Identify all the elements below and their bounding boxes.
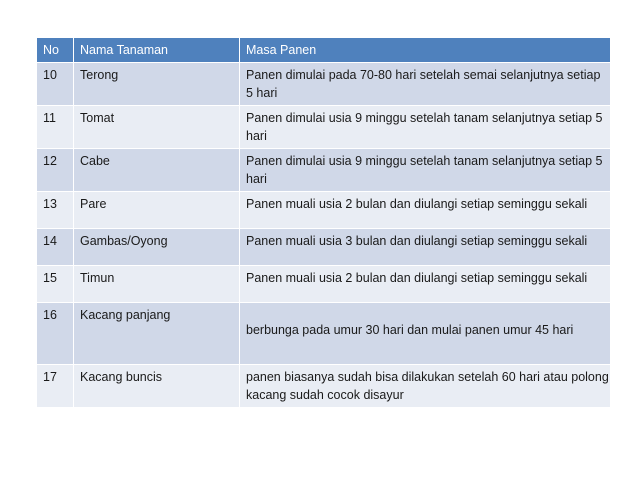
row-harvest-period: Panen dimulai usia 9 minggu setelah tanam selanjutnya setiap 5 hari bbox=[240, 149, 611, 192]
row-harvest-period: Panen dimulai pada 70-80 hari setelah semai selanjutnya setiap 5 hari bbox=[240, 63, 611, 106]
row-harvest-period: berbunga pada umur 30 hari dan mulai panen umur 45 hari bbox=[240, 303, 611, 365]
row-no: 17 bbox=[37, 365, 74, 408]
row-no: 16 bbox=[37, 303, 74, 365]
row-plant-name: Kacang panjang bbox=[74, 303, 240, 365]
table-row bbox=[37, 303, 611, 365]
row-harvest-period: Panen muali usia 2 bulan dan diulangi setiap seminggu sekali bbox=[240, 192, 611, 229]
row-plant-name: Tomat bbox=[74, 106, 240, 149]
row-harvest-period: Panen muali usia 3 bulan dan diulangi setiap seminggu sekali bbox=[240, 229, 611, 266]
row-plant-name: Timun bbox=[74, 266, 240, 303]
row-harvest-period: Panen muali usia 2 bulan dan diulangi setiap seminggu sekali bbox=[240, 266, 611, 303]
header-harvest-period: Masa Panen bbox=[240, 38, 611, 63]
table-row bbox=[37, 192, 611, 229]
row-plant-name: Gambas/Oyong bbox=[74, 229, 240, 266]
table-row bbox=[37, 365, 611, 408]
row-no: 15 bbox=[37, 266, 74, 303]
row-no: 10 bbox=[37, 63, 74, 106]
row-plant-name: Terong bbox=[74, 63, 240, 106]
row-plant-name: Cabe bbox=[74, 149, 240, 192]
row-no: 13 bbox=[37, 192, 74, 229]
table-row bbox=[37, 106, 611, 149]
table-row bbox=[37, 229, 611, 266]
table-header-row bbox=[37, 38, 611, 63]
table-row bbox=[37, 63, 611, 106]
row-no: 11 bbox=[37, 106, 74, 149]
row-harvest-period: Panen dimulai usia 9 minggu setelah tanam selanjutnya setiap 5 hari bbox=[240, 106, 611, 149]
table-row bbox=[37, 149, 611, 192]
harvest-table bbox=[36, 37, 611, 408]
row-no: 12 bbox=[37, 149, 74, 192]
table-row bbox=[37, 266, 611, 303]
row-plant-name: Kacang buncis bbox=[74, 365, 240, 408]
row-harvest-period: panen biasanya sudah bisa dilakukan setelah 60 hari atau polong kacang sudah cocok disayur bbox=[240, 365, 611, 408]
row-plant-name: Pare bbox=[74, 192, 240, 229]
row-no: 14 bbox=[37, 229, 74, 266]
header-plant-name: Nama Tanaman bbox=[74, 38, 240, 63]
header-no: No bbox=[37, 38, 74, 63]
